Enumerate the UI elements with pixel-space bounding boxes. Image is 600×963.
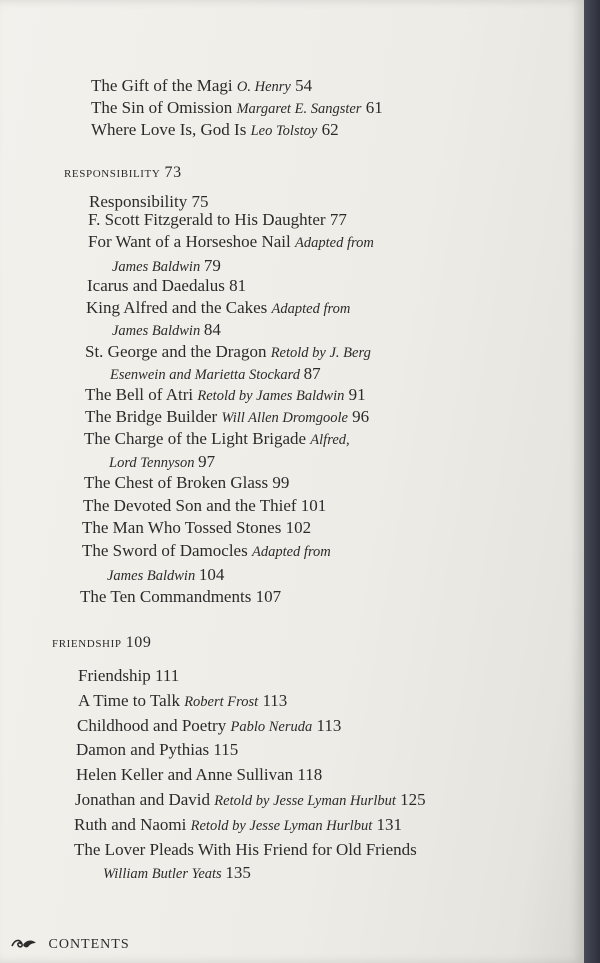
entry-page: 97 (198, 452, 216, 471)
toc-entry-continuation (107, 565, 224, 585)
entry-author: Robert Frost (184, 694, 259, 710)
toc-entry (82, 541, 331, 561)
entry-author: Pablo Neruda (230, 719, 313, 735)
toc-entry (76, 740, 238, 760)
toc-entry (78, 666, 179, 686)
toc-entry (85, 342, 371, 362)
entry-title: The Charge of the Light Brigade (84, 429, 307, 448)
entry-author: Alfred, (310, 432, 350, 448)
entry-page: 131 (376, 815, 402, 834)
entry-author: Retold by James Baldwin (197, 388, 345, 404)
section-heading-page: 109 (125, 634, 152, 651)
entry-page: 118 (297, 765, 323, 784)
entry-author: William Butler Yeats (103, 866, 222, 882)
toc-entry (89, 192, 208, 212)
toc-entry (91, 98, 383, 118)
section-heading-label: responsibility (64, 164, 161, 181)
entry-title: King Alfred and the Cakes (86, 298, 268, 317)
entry-page: 99 (272, 473, 290, 492)
toc-entry (77, 716, 341, 736)
entry-page: 54 (295, 76, 313, 95)
entry-title: The Lover Pleads With His Friend for Old Friends (74, 840, 417, 859)
entry-author: James Baldwin (107, 568, 196, 584)
entry-title: The Man Who Tossed Stones (82, 518, 282, 537)
entry-page: 75 (191, 192, 209, 211)
entry-page: 81 (229, 276, 247, 295)
section-heading-friendship (52, 634, 152, 652)
section-heading-label: friendship (52, 634, 122, 651)
toc-entry-continuation (112, 256, 221, 276)
entry-author: Adapted from (251, 544, 331, 560)
entry-page: 84 (203, 320, 221, 339)
entry-page: 125 (400, 790, 426, 809)
toc-entry (85, 385, 366, 405)
entry-page: 87 (303, 364, 321, 383)
entry-title: St. George and the Dragon (85, 342, 267, 361)
entry-page: 77 (329, 210, 347, 229)
entry-author: Leo Tolstoy (250, 123, 318, 139)
toc-entry (88, 232, 374, 252)
toc-entry (87, 276, 246, 296)
entry-page: 107 (255, 587, 282, 606)
entry-author: Lord Tennyson (109, 455, 195, 471)
entry-page: 91 (348, 385, 366, 404)
page-footer (10, 936, 130, 953)
toc-entry (80, 587, 281, 607)
entry-title: Where Love Is, God Is (91, 120, 247, 139)
entry-author: Retold by Jesse Lyman Hurlbut (190, 818, 373, 834)
fleuron-ornament-icon (10, 936, 38, 950)
entry-author: Retold by Jesse Lyman Hurlbut (214, 793, 396, 809)
entry-author: Retold by J. Berg (270, 345, 371, 361)
entry-title: Jonathan and David (75, 790, 211, 809)
toc-entry (83, 496, 326, 516)
entry-title: For Want of a Horseshoe Nail (88, 232, 291, 251)
entry-title: The Sin of Omission (91, 98, 233, 117)
entry-title: The Sword of Damocles (82, 541, 248, 560)
entry-title: The Bell of Atri (85, 385, 194, 404)
entry-title: The Devoted Son and the Thief (83, 496, 297, 515)
entry-page: 102 (285, 518, 312, 537)
toc-entry (84, 429, 350, 449)
entry-page: 96 (352, 407, 370, 426)
toc-entry (85, 407, 369, 427)
entry-page: 79 (203, 256, 221, 275)
entry-title: Childhood and Poetry (77, 716, 227, 735)
toc-entry (82, 518, 311, 538)
entry-author: Margaret E. Sangster (236, 101, 362, 117)
entry-author: James Baldwin (112, 259, 201, 275)
toc-entry (78, 691, 287, 711)
toc-entry (86, 298, 350, 318)
footer-label: CONTENTS (48, 937, 130, 952)
entry-page: 135 (225, 863, 251, 882)
entry-title: Icarus and Daedalus (87, 276, 225, 295)
entry-author: Esenwein and Marietta Stockard (110, 367, 300, 383)
toc-entry (91, 76, 312, 96)
entry-page: 113 (262, 691, 288, 710)
entry-title: Responsibility (89, 192, 188, 211)
entry-title: The Gift of the Magi (91, 76, 233, 95)
toc-entry (74, 840, 417, 860)
entry-title: A Time to Talk (78, 691, 180, 710)
entry-author: Adapted from (295, 235, 374, 251)
entry-title: F. Scott Fitzgerald to His Daughter (88, 210, 326, 229)
entry-title: Friendship (78, 666, 151, 685)
toc-entry (76, 765, 322, 785)
toc-entry-continuation (112, 320, 221, 340)
toc-entry (74, 815, 402, 835)
entry-page: 115 (213, 740, 239, 759)
entry-title: Helen Keller and Anne Sullivan (76, 765, 294, 784)
entry-page: 101 (300, 496, 327, 515)
toc-entry (88, 210, 347, 230)
entry-page: 61 (365, 98, 383, 117)
toc-entry-continuation (109, 452, 215, 472)
toc-entry (75, 790, 426, 810)
entry-title: The Chest of Broken Glass (84, 473, 269, 492)
entry-title: The Bridge Builder (85, 407, 218, 426)
toc-entry (91, 120, 339, 140)
entry-page: 113 (316, 716, 342, 735)
toc-entry (84, 473, 289, 493)
entry-page: 111 (154, 666, 180, 685)
entry-author: James Baldwin (112, 323, 201, 339)
entry-author: Will Allen Dromgoole (221, 410, 348, 426)
section-heading-page: 73 (164, 164, 182, 181)
entry-title: Damon and Pythias (76, 740, 210, 759)
toc-entry-continuation (110, 364, 321, 384)
entry-title: Ruth and Naomi (74, 815, 187, 834)
entry-page: 104 (198, 565, 225, 584)
section-heading-responsibility (64, 164, 182, 182)
entry-author: Adapted from (271, 301, 351, 317)
toc-entry-continuation (103, 863, 251, 883)
entry-title: The Ten Commandments (80, 587, 252, 606)
entry-page: 62 (321, 120, 339, 139)
entry-author: O. Henry (236, 79, 291, 95)
